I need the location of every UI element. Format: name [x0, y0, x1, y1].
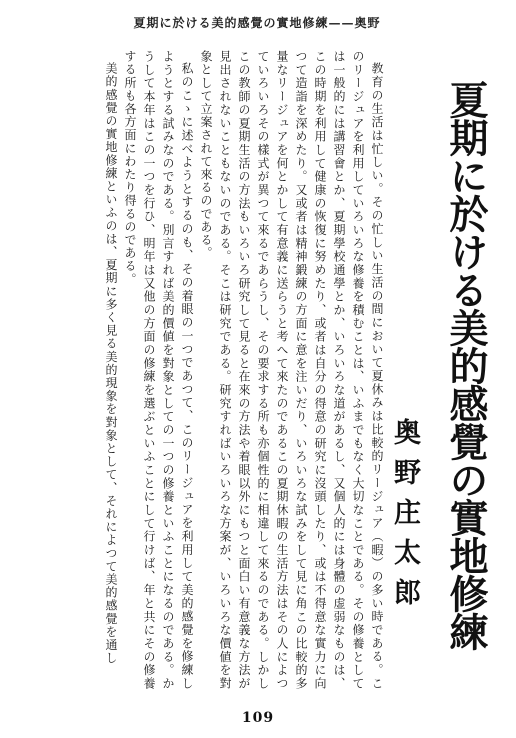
article-title: 夏期に於ける美的感覺の實地修練	[442, 80, 489, 650]
paragraph: 美的感覺の實地修練といふのは、夏期に多く見る美的現象を對象として、それによつて美的感覺を通し	[104, 62, 118, 665]
author-name: 奥野庄太郎	[389, 418, 420, 618]
paragraph: 私のこゝに述べようとするのも、その着眼の一つであつて、このリージュアを利用して美的感覺を修練しようとする試みなのである。別言すれば美的價値を對象としての一つの修養といふことになるのである。かうして本年はこの一つを行ひ、明年は又他の方面の修練を選ぶといふことにして行けば、年と共にその修養する所も各方面にわたり得るのである。	[123, 50, 194, 690]
paragraph: 教育の生活は忙しい。その忙しい生活の間において夏休みは比較的リージュア（暇）の多い時である。このリージュアを利用していろいろな修養を積むことは、いふまでもなく大切なことである。その修養としては一般的には講習會とか、夏期學校通學とか、いろいろな道があるし、又個人的には身體の虚弱なものは、この時期を利用して健康の恢復に努めたり、或者は自分の得意の研究に沒頭したり、或は不得意な實力に向つて造詣を深めたり。又或者は精神鍛練の方面に意を注いだり、いろいろな試みをして見に角この比較的多量なリージュアを何とかして有意義に送らうと考へて來たのであるこの夏期休暇の生活方法はその人によつていろいろその樣式が異つて來るであらうし、その要求する所も亦個性的に相違して來るのである。しかしこの教師の夏期生活の方法もいろいろ研究して見ると在來の方法や着眼以外にもつと面白い有意義な方法が見出されないこともないのである。そこは研究である。研究すればいろいろな方案が、いろいろな價値を對象として立案されて來るのである。	[199, 50, 384, 690]
page-number: 109	[241, 710, 275, 726]
body-text	[20, 50, 386, 690]
running-head: 夏期に於ける美的感覺の實地修練——奥野	[133, 16, 381, 30]
